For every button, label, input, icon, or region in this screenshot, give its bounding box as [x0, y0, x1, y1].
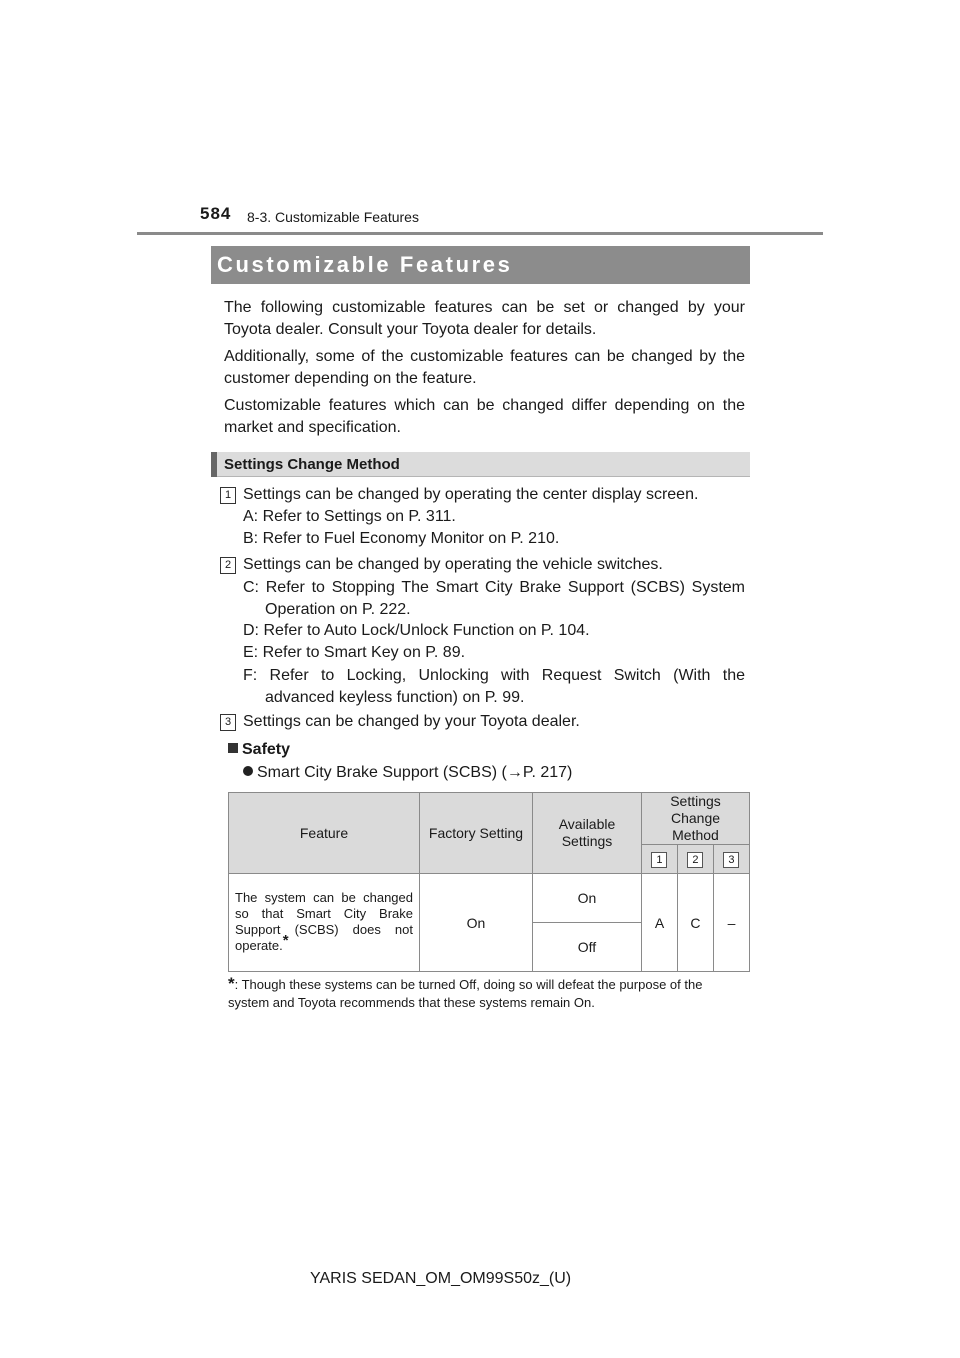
category-label: Safety	[242, 741, 291, 758]
feature-description: The system can be changed so that Smart City Brake Support (SCBS) does not operate.	[235, 889, 413, 953]
feature-item-label: Smart City Brake Support (SCBS) (→P. 217)	[257, 764, 573, 781]
method-2-ref-e: E: Refer to Smart Key on P. 89.	[243, 644, 466, 661]
footnote	[228, 975, 746, 1012]
method-1-ref-b: B: Refer to Fuel Economy Monitor on P. 210.	[243, 530, 560, 547]
header-factory-setting: Factory Setting	[420, 793, 533, 874]
method-1-marker: 1	[651, 852, 667, 868]
category-heading	[228, 740, 290, 760]
document-id: YARIS SEDAN_OM_OM99S50z_(U)	[310, 1270, 572, 1287]
features-table	[228, 792, 750, 972]
page-title: Customizable Features	[217, 252, 513, 277]
method-3-marker: 3	[723, 852, 739, 868]
number-marker-1: 1	[220, 487, 236, 504]
section-reference: 8-3. Customizable Features	[247, 209, 419, 225]
header-method-2	[677, 845, 713, 874]
header-method-1	[642, 845, 678, 874]
footnote-text: : Though these systems can be turned Off, doing so will defeat the purpose of the system and Toyota recommends that these systems remain On.	[228, 977, 703, 1010]
method-1-ref-a: A: Refer to Settings on P. 311.	[243, 508, 456, 525]
available-setting-on: On	[533, 874, 642, 923]
header-feature: Feature	[229, 793, 420, 874]
feature-asterisk: *	[282, 931, 289, 949]
method-2-ref-d: D: Refer to Auto Lock/Unlock Function on P. 104.	[243, 622, 590, 639]
header-available-settings: Available Settings	[533, 793, 642, 874]
method-2-value: C	[677, 874, 713, 972]
square-bullet-icon	[228, 743, 238, 753]
available-setting-off: Off	[533, 923, 642, 972]
intro-paragraph-2: Additionally, some of the customizable features can be changed by the customer depending on the feature.	[224, 348, 745, 387]
method-2-marker: 2	[687, 852, 703, 868]
method-1-text: Settings can be changed by operating the center display screen.	[243, 486, 699, 503]
feature-item	[243, 763, 572, 783]
method-2-text: Settings can be changed by operating the vehicle switches.	[243, 556, 663, 573]
factory-setting-value: On	[420, 874, 533, 972]
subsection-title: Settings Change Method	[224, 456, 400, 473]
subsection-accent	[211, 452, 217, 477]
intro-paragraph-3: Customizable features which can be changed differ depending on the market and specification.	[224, 397, 745, 436]
method-2-ref-c: C: Refer to Stopping The Smart City Brake Support (SCBS) System Operation on P. 222.	[243, 579, 745, 618]
intro-paragraph-1: The following customizable features can be set or changed by your Toyota dealer. Consult your Toyota dealer for details.	[224, 299, 745, 338]
header-rule	[137, 232, 823, 235]
header-method-3	[713, 845, 749, 874]
page-number: 584	[200, 204, 232, 223]
method-3-value: –	[713, 874, 749, 972]
footnote-asterisk: *	[228, 974, 235, 993]
method-1-value: A	[642, 874, 678, 972]
header-settings-change-method: Settings Change Method	[642, 793, 750, 845]
round-bullet-icon	[243, 766, 253, 776]
feature-description-cell	[229, 874, 420, 972]
method-2-ref-f: F: Refer to Locking, Unlocking with Request Switch (With the advanced keyless function) on P. 99.	[243, 667, 745, 706]
number-marker-2: 2	[220, 557, 236, 574]
method-3-text: Settings can be changed by your Toyota dealer.	[243, 713, 580, 730]
number-marker-3: 3	[220, 714, 236, 731]
